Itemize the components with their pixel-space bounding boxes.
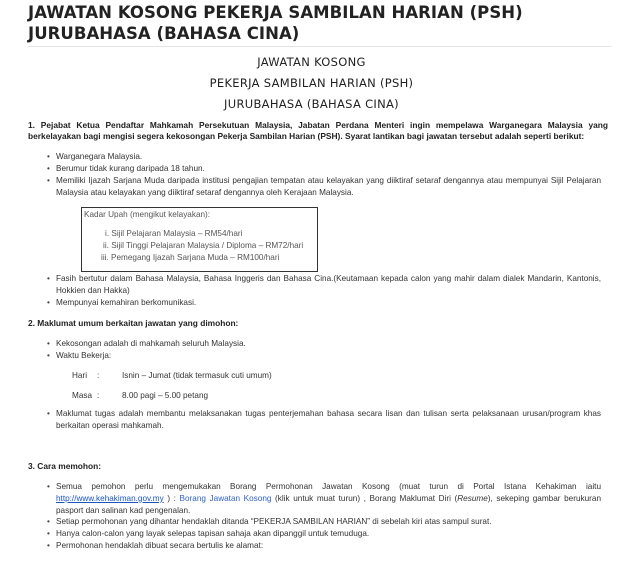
list-item: • Memiliki Ijazah Sarjana Muda daripada institusi pengajian tempatan atau kelayakan yang diiktiraf setaraf dengannya atau mempunyai Sijil Pelajaran Malaysia atau kelayakan yang diiktiraf setaraf dengannya oleh Kerajaan Malaysia. <box>56 175 601 199</box>
hari-label: Hari <box>72 371 88 380</box>
list-item: • Warganegara Malaysia. <box>56 151 601 163</box>
heading-line-1: JAWATAN KOSONG <box>257 55 366 69</box>
wage-rate-box <box>81 207 318 272</box>
apply-text: Semua pemohon perlu mengemukakan Borang Permohonan Jawatan Kosong (muat turun di Portal Istana Kehakiman iaitu <box>56 482 601 491</box>
section-1-title: 1. Pejabat Ketua Pendaftar Mahkamah Persekutuan Malaysia, Jabatan Perdana Menteri ingin mempelawa Warganegara Malaysia yang berkelayakan bagi mengisi segera kekosongan Pekerja Sambilan Harian (PSH). Syarat lantikan bagi jawatan tersebut adalah seperti berikut: <box>28 120 608 141</box>
wage-rate-title: Kadar Upah (mengikut kelayakan): <box>84 210 211 219</box>
title-divider <box>28 46 611 47</box>
masa-value: 8.00 pagi – 5.00 petang <box>122 391 209 400</box>
wage-rate-item: i. Sijil Pelajaran Malaysia – RM54/hari <box>105 229 243 238</box>
list-item: • Maklumat tugas adalah membantu melaksanakan tugas penterjemahan bahasa secara lisan dan tulisan serta pelaksanaan urusan/program khas berkaitan operasi mahkamah. <box>56 408 601 432</box>
apply-text: ) : <box>167 493 176 503</box>
list-item: • Mempunyai kemahiran berkomunikasi. <box>56 297 601 309</box>
hari-colon: : <box>97 371 100 380</box>
apply-text: (klik untuk muat turun) , Borang Maklumat Diri ( <box>275 493 458 503</box>
wage-rate-item: iii. Pemegang Ijazah Sarjana Muda – RM100/hari <box>101 253 280 262</box>
list-item: • Fasih bertutur dalam Bahasa Malaysia, Bahasa Inggeris dan Bahasa Cina.(Keutamaan kepada calon yang mahir dalam dialek Mandarin, Kantonis, Hokkien dan Hakka) <box>56 273 601 297</box>
hari-value: Isnin – Jumat (tidak termasuk cuti umum) <box>122 371 272 380</box>
section-3-title: 3. Cara memohon: <box>28 461 102 471</box>
kehakiman-portal-link[interactable]: http://www.kehakiman.gov.my <box>56 493 164 503</box>
section-2-title: 2. Maklumat umum berkaitan jawatan yang dimohon: <box>28 318 239 328</box>
list-item: • Berumur tidak kurang daripada 18 tahun. <box>56 163 601 175</box>
list-item: • Hanya calon-calon yang layak selepas tapisan sahaja akan dipanggil untuk temuduga. <box>56 528 601 540</box>
resume-text: Resume <box>457 493 488 503</box>
apply-text: ), sekeping gambar berukuran pasport dan salinan kad pengenalan. <box>56 493 601 515</box>
list-item: • Kekosongan adalah di mahkamah seluruh Malaysia. <box>56 338 601 350</box>
page-title: JAWATAN KOSONG PEKERJA SAMBILAN HARIAN (PSH) JURUBAHASA (BAHASA CINA) <box>28 3 523 43</box>
masa-colon: : <box>97 391 100 400</box>
borang-jawatan-kosong-link[interactable]: Borang Jawatan Kosong <box>179 493 272 503</box>
heading-line-2: PEKERJA SAMBILAN HARIAN (PSH) <box>209 76 414 90</box>
masa-label: Masa <box>72 391 93 400</box>
list-item: • Waktu Bekerja: <box>56 350 601 362</box>
list-item: • Setiap permohonan yang dihantar hendaklah ditanda “PEKERJA SAMBILAN HARIAN” di sebelah kiri atas sampul surat. <box>56 516 601 528</box>
wage-rate-item: ii. Sijil Tinggi Pelajaran Malaysia / Diploma – RM72/hari <box>103 241 304 250</box>
heading-line-3: JURUBAHASA (BAHASA CINA) <box>224 97 399 111</box>
list-item <box>56 481 601 516</box>
list-item: • Permohonan hendaklah dibuat secara bertulis ke alamat: <box>56 540 601 552</box>
